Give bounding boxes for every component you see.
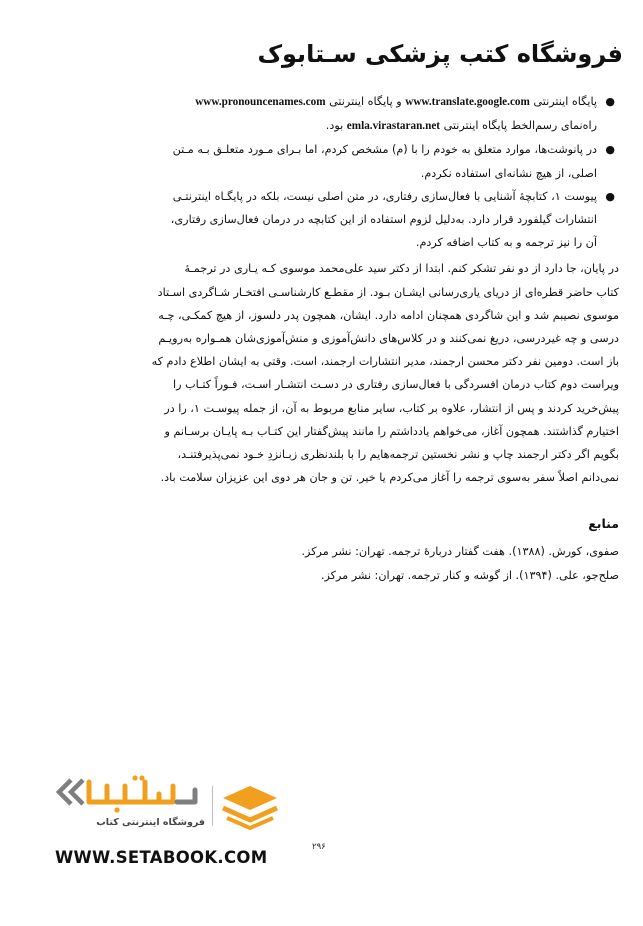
text-line: در پانوشت‌ها، موارد متعلق به خودم را با (م) مشخص کردم، اما بـرای مـورد متعلـق بـه مـتن: [172, 143, 597, 157]
text-line: در پایان، جا دارد از دو نفر تشکر کنم. ابتدا از دکتر سید علی‌محمد موسوی کـه یـاری در ترجمـهٔ: [184, 262, 619, 276]
bullet-icon: ●: [605, 143, 615, 157]
text-line: [59, 114, 597, 138]
bullet-icon: ●: [605, 189, 615, 203]
logo-tagline: فروشگاه اینترنتی کتاب: [96, 817, 205, 828]
body-text: [59, 90, 619, 489]
text-line: آن را نیز ترجمه و به کتاب اضافه کردم.: [415, 236, 597, 250]
bullet-item-tools: [59, 90, 619, 138]
open-book-icon: [221, 784, 279, 830]
logo-divider: [212, 786, 213, 826]
bullet-icon: ●: [605, 95, 615, 108]
text-line: باز است. دومین نفر دکتر محسن ارجمند، مدیر انتشارات ارجمند، است. وقتی به ایشان اطلاع دادم که: [151, 355, 619, 369]
bullet-item-footnotes: [59, 138, 619, 184]
text-fragment: پایگاه اینترنتی: [529, 95, 597, 108]
store-title: فروشگاه کتب پزشکی سـتابوک: [257, 40, 623, 68]
setabook-logo: [55, 772, 285, 840]
setabook-wordmark-logo: [55, 772, 205, 816]
text-line: نمی‌دانم اصلاً سفر به‌سوی ترجمه را آغاز می‌کردم یا خیر. تن و جان هر دوی این عزیزان سلامت باد.: [160, 471, 619, 485]
website-reference: emla.virastaran.net: [346, 120, 441, 133]
reference-item: صفوی، کورش. (۱۳۸۸). هفت گفتار دربارهٔ ترجمه. تهران: نشر مرکز.: [301, 545, 619, 558]
acknowledgement-paragraph: [59, 257, 619, 489]
text-line: پیوست ۱، کتابچهٔ آشنایی با فعال‌سازی رفتاری، در متن اصلی نیست، بلکه در پایگـاه اینترنتـی: [172, 189, 597, 203]
site-url: WWW.SETABOOK.COM: [55, 848, 268, 867]
text-fragment: بود.: [325, 119, 347, 133]
references-section: [59, 512, 619, 588]
bullet-item-appendix: [59, 185, 619, 255]
text-line: بگویم اگر دکتر ارجمند چاپ و نشر نخستین ترجمه‌هایم را با بلندنظری زبـانزدِ خـود نمی‌پذیرفتنـد،: [177, 448, 619, 462]
references-heading: منابع: [588, 516, 619, 531]
text-line: ویراست دوم کتاب درمان افسردگی با فعال‌سازی رفتاری در دسـت انتشـار اسـت، فـوراً کتـاب را: [173, 378, 619, 392]
bullet-list: [59, 90, 619, 254]
reference-item: صلح‌جو، علی. (۱۳۹۴). از گوشه و کنار ترجمه. تهران: نشر مرکز.: [320, 569, 619, 582]
text-line: درسی و چه غیردرسی، دریغ نمی‌کنند و در کلاس‌های دانش‌آموزی و منش‌آموزی‌شان همـواره به‌رویـم: [158, 332, 619, 346]
website-reference: www.translate.google.com: [405, 96, 530, 108]
text-line: انتشارات گیلفورد قرار دارد. به‌دلیل لزوم استفاده از این کتابچه در درمان فعال‌سازی رفتاری،: [170, 213, 597, 227]
website-reference: www.pronouncenames.com: [195, 96, 326, 108]
text-line: اختیارم گذاشتند. همچون آغاز، می‌خواهم یادداشتم را مانند پیش‌گفتار این کتـاب بـه پایـان برسـانم و: [164, 424, 619, 438]
text-line: موسوی نصیبم شد و این شاگردی همچنان ادامه دارد. ایشان، همچون پدر دلسوز، از هیچ کمکـی، چـه: [158, 308, 619, 322]
text-line: کتاب حاضر قطره‌ای از دریای یاری‌رسانی ایشـان بـود. از مقطـع کارشناسـی افتخـار شـاگردی اسـتاد: [157, 285, 619, 299]
page-number: ۲۹۶: [312, 842, 326, 852]
text-line: اصلی، از هیچ نشانه‌ای استفاده نکردم.: [420, 166, 597, 180]
text-line: پیش‌خرید کردند و پس از انتشار، علاوه بر کتاب، سایر منابع مربوط به آن، از جمله پیوسـت ۱، را در: [164, 401, 619, 415]
text-line: [59, 90, 597, 114]
text-fragment: راه‌نمای رسم‌الخط پایگاه اینترنتی: [440, 119, 597, 133]
text-fragment: و پایگاه اینترنتی: [325, 95, 406, 108]
